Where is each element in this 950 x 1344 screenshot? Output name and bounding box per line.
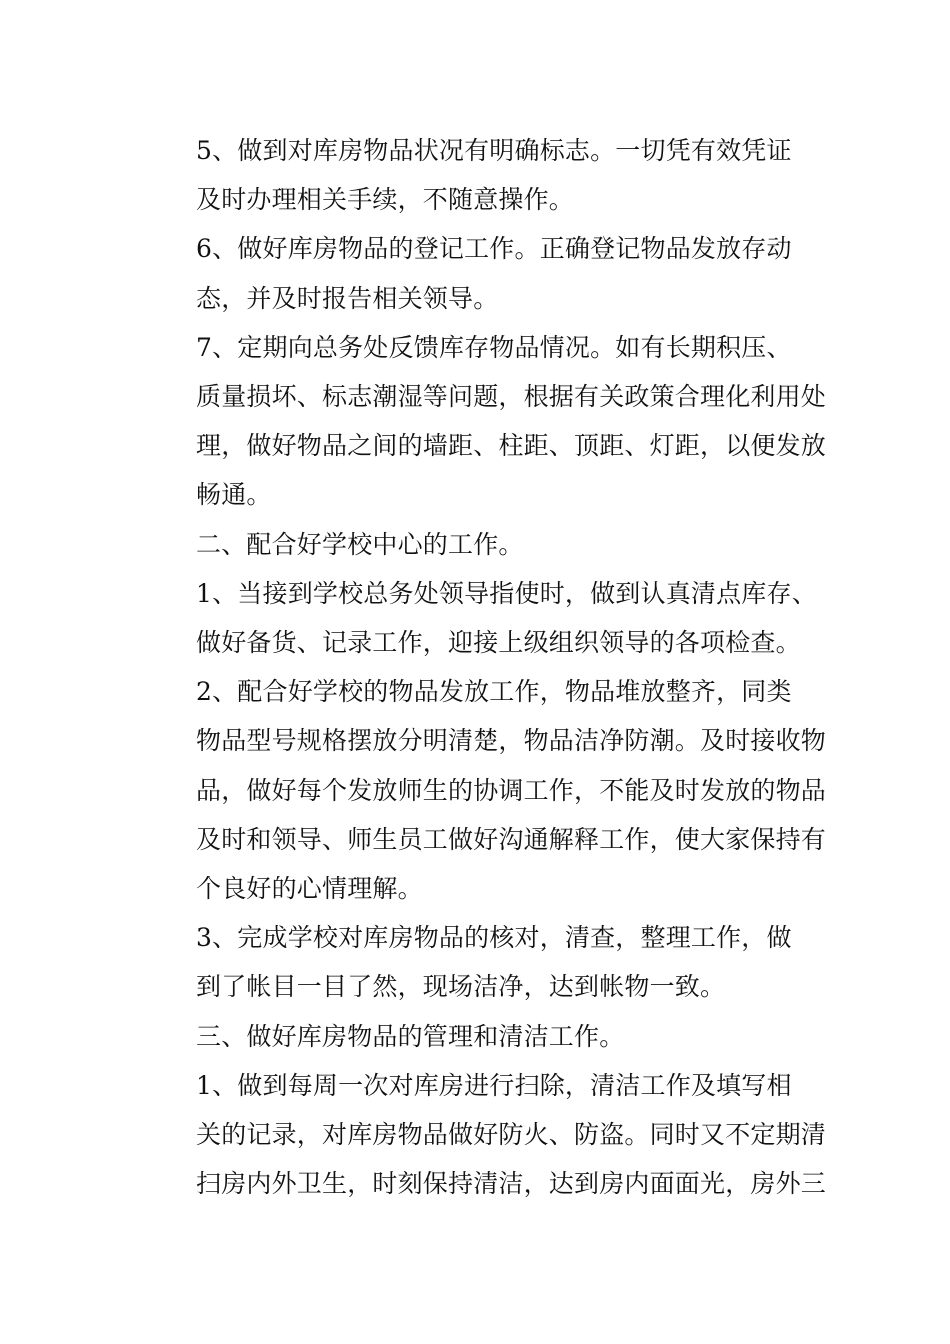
text-line: 及时办理相关手续，不随意操作。	[196, 185, 575, 215]
paragraph-section-3-item-1	[145, 1061, 827, 1209]
text-line: 态，并及时报告相关领导。	[196, 283, 499, 313]
document-body	[145, 126, 827, 1208]
text-line: 质量损坏、标志潮湿等问题，根据有关政策合理化利用处	[196, 382, 827, 412]
text-line: 到了帐目一目了然，现场洁净，达到帐物一致。	[196, 972, 726, 1002]
text-line: 关的记录，对库房物品做好防火、防盗。同时又不定期清	[196, 1120, 827, 1150]
text-line: 品，做好每个发放师生的协调工作，不能及时发放的物品	[196, 775, 827, 805]
text-line: 6、做好库房物品的登记工作。正确登记物品发放存动	[196, 234, 792, 264]
text-line: 物品型号规格摆放分明清楚，物品洁净防潮。及时接收物	[196, 726, 827, 756]
paragraph-item-7	[145, 323, 827, 520]
text-line: 3、完成学校对库房物品的核对，清查，整理工作，做	[196, 923, 792, 953]
text-line: 2、配合好学校的物品发放工作，物品堆放整齐，同类	[196, 677, 792, 707]
text-line: 7、定期向总务处反馈库存物品情况。如有长期积压、	[196, 332, 792, 362]
paragraph-section-2-item-3	[145, 913, 815, 1011]
text-line: 扫房内外卫生，时刻保持清洁，达到房内面面光，房外三	[196, 1169, 827, 1199]
text-line: 三、做好库房物品的管理和清洁工作。	[196, 1021, 625, 1051]
text-line: 及时和领导、师生员工做好沟通解释工作，使大家保持有	[196, 824, 827, 854]
text-line: 二、配合好学校中心的工作。	[196, 529, 524, 559]
section-heading-3	[145, 1012, 815, 1061]
paragraph-section-2-item-2	[145, 667, 827, 913]
paragraph-section-2-item-1	[145, 569, 815, 667]
paragraph-item-6	[145, 224, 815, 322]
section-heading-2	[145, 520, 815, 569]
text-line: 畅通。	[196, 480, 272, 510]
text-line: 1、当接到学校总务处领导指使时，做到认真清点库存、	[196, 578, 817, 608]
text-line: 做好备货、记录工作，迎接上级组织领导的各项检查。	[196, 628, 801, 658]
paragraph-item-5	[145, 126, 815, 224]
text-line: 理，做好物品之间的墙距、柱距、顶距、灯距，以便发放	[196, 431, 827, 461]
text-line: 1、做到每周一次对库房进行扫除，清洁工作及填写相	[196, 1070, 792, 1100]
text-line: 个良好的心情理解。	[196, 874, 423, 904]
text-line: 5、做到对库房物品状况有明确标志。一切凭有效凭证	[196, 136, 792, 165]
